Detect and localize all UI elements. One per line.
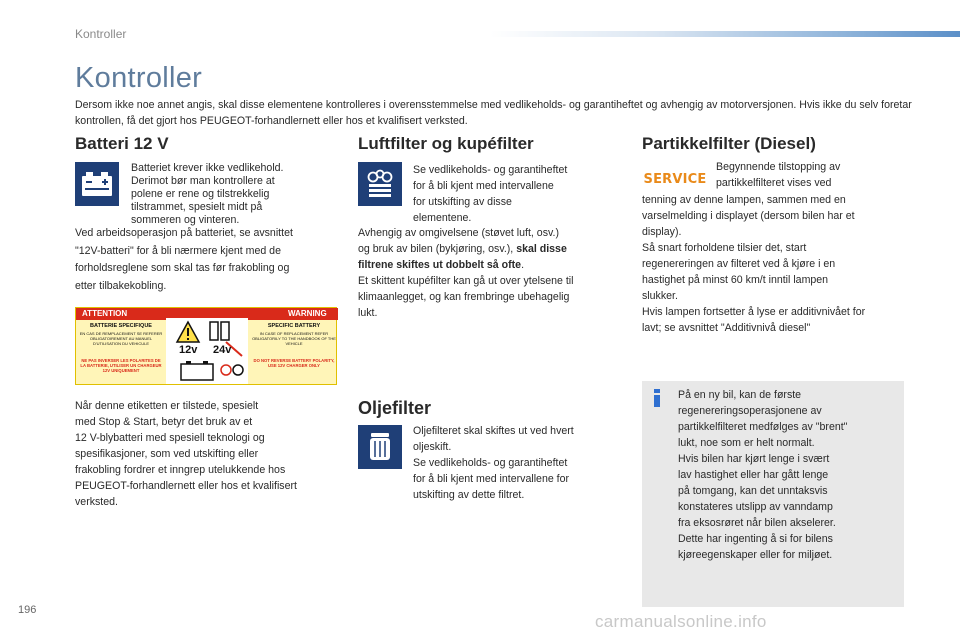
text-line: for utskifting av disse: [413, 196, 512, 208]
label-fr-red: NE PAS INVERSER LES POLARITES DE LA BATTERIE, UTILISER UN CHARGEUR 12V UNIQUEMENT: [80, 358, 162, 374]
text-line: sommeren og vinteren.: [131, 214, 240, 226]
battery-label-text: [75, 398, 297, 510]
oil-text: [413, 423, 574, 503]
text-line: klimaanlegget, og kan frembringe ubehagelig: [358, 291, 570, 303]
text-line: slukker.: [642, 290, 678, 302]
filter-icon-text: [413, 162, 567, 226]
text-line: tenning av denne lampen, sammen med en: [642, 194, 846, 206]
air-filter-icon: [358, 162, 402, 206]
text-line: Se vedlikeholds- og garantiheftet: [413, 457, 568, 469]
label-en-sub: IN CASE OF REPLACEMENT REFER OBLIGATORILY TO THE HANDBOOK OF THE VEHICLE: [252, 331, 336, 346]
oil-section-title: Oljefilter: [358, 398, 432, 418]
battery-icon-text: [131, 162, 284, 227]
text-line: for å bli kjent med intervallene for: [413, 473, 570, 485]
text-line: forholdsreglene som skal tas før frakobling og: [75, 262, 290, 274]
text-line: "12V-batteri" for å bli nærmere kjent med de: [75, 244, 281, 257]
battery-icon: [75, 162, 119, 206]
filter-body-text: [358, 225, 574, 321]
text-line: display).: [642, 226, 682, 238]
battery-body-text: [75, 225, 293, 295]
text-line: PEUGEOT-forhandlernett eller hos et kvalifisert: [75, 480, 297, 492]
text-line: lav hastighet eller har gått lenge: [678, 469, 829, 481]
text-line: [358, 241, 574, 257]
text-line: partikkelfilteret medfølges av "brent": [678, 421, 848, 433]
page-number: 196: [18, 604, 37, 616]
text-line: frakobling fordrer et inngrep utelukkende hos: [75, 464, 286, 476]
text-line: Så snart forholdene tilsier det, start: [642, 242, 807, 254]
bold-text: skal disse: [516, 243, 567, 255]
text-line: lukt.: [358, 307, 378, 319]
text-line: verksted.: [75, 496, 118, 508]
text-line: varselmelding i displayet (dersom bilen har et: [642, 210, 855, 222]
text-line: Ved arbeidsoperasjon på batteriet, se avsnittet: [75, 227, 293, 239]
text-line: fra eksosrøret når bilen akselerer.: [678, 517, 836, 529]
text-line: [358, 257, 574, 273]
text-line: elementene.: [413, 212, 472, 224]
text-line: partikkelfilteret vises ved: [716, 177, 832, 189]
text-line: Begynnende tilstopping av: [716, 161, 841, 173]
particle-body-text: [642, 192, 865, 336]
label-en-title: SPECIFIC BATTERY: [267, 323, 321, 329]
info-icon: [652, 389, 662, 407]
page-title: Kontroller: [75, 62, 203, 94]
label-en-red: DO NOT REVERSE BATTERY POLARITY, USE 12V CHARGER ONLY: [253, 358, 335, 369]
info-note-text: [678, 387, 900, 563]
text-line: på tomgang, kan det unntaksvis: [678, 485, 828, 497]
text-line: Avhengig av omgivelsene (støvet luft, osv.): [358, 227, 559, 239]
battery-warning-label: [75, 307, 337, 385]
service-warning-lamp: [643, 168, 707, 190]
text-line: kjøreegenskaper eller for miljøet.: [678, 549, 833, 561]
text-line: Se vedlikeholds- og garantiheftet: [413, 164, 568, 176]
text-line: Dette har ingenting å si for bilens: [678, 533, 833, 545]
label-fr-sub: EN CAS DE REMPLACEMENT SE REFERER OBLIGATOIREMENT AU MANUEL D'UTILISATION DU VEHICULE: [79, 331, 163, 346]
text-span: .: [521, 259, 525, 271]
text-line: lukt, noe som er helt normalt.: [678, 437, 815, 449]
text-line: regenereringen av filteret ved å kjøre i en: [642, 258, 836, 270]
bold-text: filtrene skiftes ut dobbelt så ofte: [358, 259, 522, 271]
label-fr-title: BATTERIE SPECIFIQUE: [90, 323, 152, 329]
section-header-label: Kontroller: [75, 27, 127, 41]
text-line: spesifikasjoner, som ved utskifting eller: [75, 448, 259, 460]
text-line: Når denne etiketten er tilstede, spesielt: [75, 400, 259, 412]
header-gradient-bar: [490, 31, 960, 37]
particle-section-title: Partikkelfilter (Diesel): [642, 134, 816, 153]
text-line: polene er rene og tilstrekkelig: [131, 188, 270, 200]
watermark: carmanualsonline.info: [595, 612, 767, 631]
particle-icon-text: [716, 159, 840, 191]
oil-filter-icon: [358, 425, 402, 469]
text-line: regenereringsoperasjonene av: [678, 405, 822, 417]
text-line: lavt; se avsnittet "Additivnivå diesel": [642, 322, 811, 334]
label-warning: WARNING: [288, 309, 327, 318]
text-line: tilstrammet, spesielt midt på: [131, 201, 263, 213]
text-line: Et skittent kupéfilter kan gå ut over ytelsene til: [358, 275, 574, 287]
text-line: med Stop & Start, betyr det bruk av et: [75, 416, 253, 428]
battery-section-title: Batteri 12 V: [75, 134, 169, 153]
text-line: etter tilbakekobling.: [75, 279, 167, 292]
filter-section-title: Luftfilter og kupéfilter: [358, 134, 534, 153]
text-line: Oljefilteret skal skiftes ut ved hvert: [413, 425, 574, 437]
text-line: Hvis lampen fortsetter å lyse er additivnivået for: [642, 306, 866, 318]
label-24v: 24v: [213, 344, 232, 356]
text-line: oljeskift.: [413, 441, 452, 453]
intro-paragraph: Dersom ikke noe annet angis, skal disse elementene kontrolleres i overensstemmelse med vedlikeholds- og garantiheftet og avhengig av motorversjonen. Hvis ikke du selv foretar kontrollen, få det gjort hos PEUGEOT-forhandlernett eller hos et kvalifisert verksted.: [75, 99, 912, 127]
text-line: Hvis bilen har kjørt lenge i svært: [678, 453, 830, 465]
text-line: På en ny bil, kan de første: [678, 389, 802, 401]
text-line: Batteriet krever ikke vedlikehold.: [131, 162, 284, 174]
text-line: 12 V-blybatteri med spesiell teknologi og: [75, 432, 265, 444]
text-line: hastighet på minst 60 km/t inntil lampen: [642, 274, 829, 286]
text-span: og bruk av bilen (bykjøring, osv.),: [358, 243, 517, 255]
text-line: konstateres utslipp av vanndamp: [678, 501, 833, 513]
label-12v: 12v: [179, 344, 198, 356]
text-line: for å bli kjent med intervallene: [413, 180, 554, 192]
label-attention: ATTENTION: [82, 309, 128, 318]
service-label: SERVICE: [643, 171, 707, 187]
text-line: Derimot bør man kontrollere at: [131, 175, 275, 187]
text-line: utskifting av dette filtret.: [413, 489, 525, 501]
